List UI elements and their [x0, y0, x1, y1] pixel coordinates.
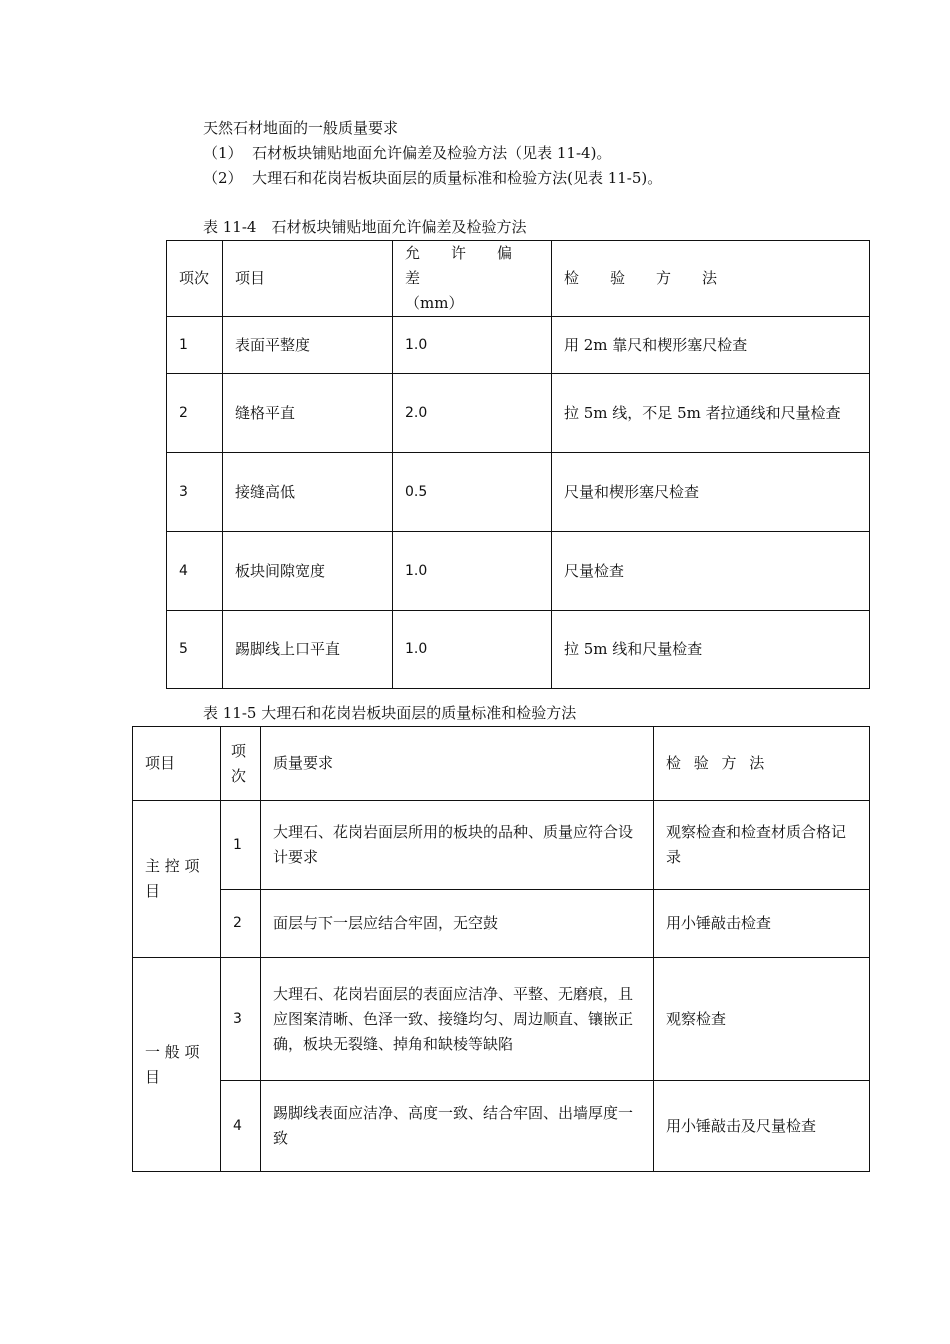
- header-cell-requirement: 质量要求: [261, 727, 654, 801]
- cell-requirement: 踢脚线表面应洁净、高度一致、结合牢固、出墙厚度一致: [261, 1081, 654, 1172]
- header-cell-tolerance: [393, 241, 552, 317]
- cell-index: 1: [167, 317, 223, 374]
- table-row: [167, 453, 870, 532]
- table-11-5-caption: 表 11-5 大理石和花岗岩板块面层的质量标准和检验方法: [203, 704, 577, 722]
- cell-method: 用 2m 靠尺和楔形塞尺检查: [552, 317, 870, 374]
- table-row: [167, 532, 870, 611]
- cell-index: 2: [221, 890, 261, 958]
- table-row: [167, 611, 870, 689]
- cell-tolerance: 2.0: [393, 374, 552, 453]
- cell-tolerance: 1.0: [393, 532, 552, 611]
- table-header-row: [167, 241, 870, 317]
- cell-requirement: 面层与下一层应结合牢固，无空鼓: [261, 890, 654, 958]
- cell-index: 3: [167, 453, 223, 532]
- cell-method: 观察检查和检查材质合格记录: [654, 801, 870, 890]
- table-11-5: [132, 726, 870, 1172]
- list-item-2-number: （2）: [203, 169, 243, 187]
- table-row: [133, 958, 870, 1081]
- list-item-2: [203, 167, 662, 189]
- header-tolerance-label: 允 许 偏 差: [405, 244, 544, 287]
- header-cell-category: 项目: [133, 727, 221, 801]
- cell-index: 2: [167, 374, 223, 453]
- list-item-1-number: （1）: [203, 144, 243, 162]
- header-cell-index: 项次: [167, 241, 223, 317]
- cell-index: 4: [221, 1081, 261, 1172]
- section-heading: 天然石材地面的一般质量要求: [203, 119, 399, 137]
- table-row: [133, 890, 870, 958]
- cell-tolerance: 1.0: [393, 611, 552, 689]
- cell-item: 接缝高低: [223, 453, 393, 532]
- list-item-1: [203, 142, 611, 164]
- group-cell-main-control: 主 控 项 目: [133, 801, 221, 958]
- table-row: [167, 317, 870, 374]
- cell-method: 拉 5m 线和尺量检查: [552, 611, 870, 689]
- cell-requirement: 大理石、花岗岩面层所用的板块的品种、质量应符合设计要求: [261, 801, 654, 890]
- list-item-2-text: 大理石和花岗岩板块面层的质量标准和检验方法(见表 11-5)。: [252, 169, 663, 187]
- cell-tolerance: 1.0: [393, 317, 552, 374]
- cell-tolerance: 0.5: [393, 453, 552, 532]
- cell-index: 1: [221, 801, 261, 890]
- header-cell-index: 项次: [221, 727, 261, 801]
- table-row: [133, 801, 870, 890]
- cell-index: 4: [167, 532, 223, 611]
- table-11-4-caption: 表 11-4 石材板块铺贴地面允许偏差及检验方法: [203, 218, 527, 236]
- cell-index: 5: [167, 611, 223, 689]
- cell-item: 板块间隙宽度: [223, 532, 393, 611]
- cell-method: 用小锤敲击及尺量检查: [654, 1081, 870, 1172]
- cell-index: 3: [221, 958, 261, 1081]
- table-header-row: [133, 727, 870, 801]
- table-row: [167, 374, 870, 453]
- header-cell-method: 检 验 方 法: [552, 241, 870, 317]
- cell-method: 尺量检查: [552, 532, 870, 611]
- header-cell-method: 检 验 方 法: [654, 727, 870, 801]
- cell-method: 用小锤敲击检查: [654, 890, 870, 958]
- cell-method: 观察检查: [654, 958, 870, 1081]
- header-tolerance-unit: （mm）: [405, 294, 464, 312]
- header-cell-item: 项目: [223, 241, 393, 317]
- table-row: [133, 1081, 870, 1172]
- cell-item: 表面平整度: [223, 317, 393, 374]
- table-11-4: [166, 240, 870, 689]
- cell-method: 尺量和楔形塞尺检查: [552, 453, 870, 532]
- cell-method: 拉 5m 线，不足 5m 者拉通线和尺量检查: [552, 374, 870, 453]
- list-item-1-text: 石材板块铺贴地面允许偏差及检验方法（见表 11-4)。: [252, 144, 612, 162]
- cell-item: 缝格平直: [223, 374, 393, 453]
- group-cell-general: 一 般 项 目: [133, 958, 221, 1172]
- cell-item: 踢脚线上口平直: [223, 611, 393, 689]
- cell-requirement: 大理石、花岗岩面层的表面应洁净、平整、无磨痕，且应图案清晰、色泽一致、接缝均匀、周边顺直、镶嵌正确，板块无裂缝、掉角和缺棱等缺陷: [261, 958, 654, 1081]
